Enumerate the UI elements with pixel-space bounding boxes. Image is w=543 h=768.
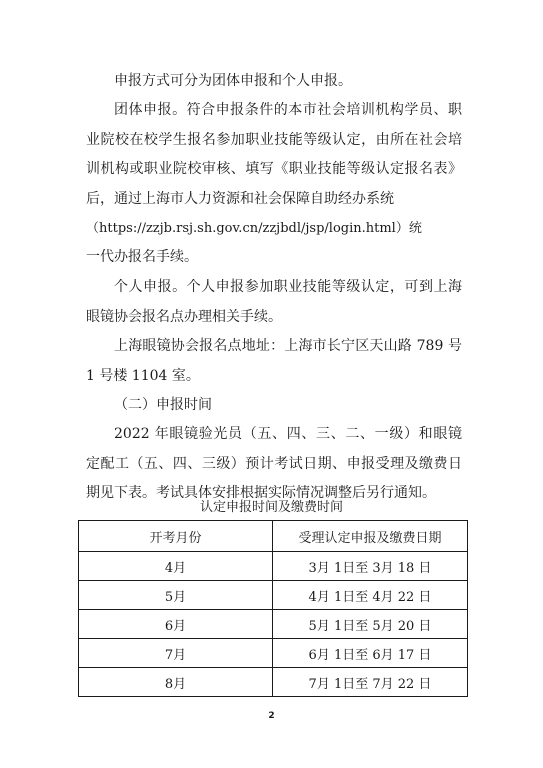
table-row [79, 552, 468, 581]
paragraph-exam-schedule: 2022 年眼镜验光员（五、四、三、二、一级）和眼镜定配工（五、四、三级）预计考试日期、申报受理及缴费日期见下表。考试具体安排根据实际情况调整后另行通知。 [86, 426, 462, 501]
table-caption: 认定申报时间及缴费时间 [199, 500, 343, 515]
table-header-row [79, 521, 468, 552]
table-cell-month: 7月 [79, 639, 273, 668]
table-cell-dates: 6月 1日至 6月 17 日 [273, 639, 468, 668]
table-cell-dates: 4月 1日至 4月 22 日 [273, 581, 468, 610]
paragraph-group-application-url: （https://zzjb.rsj.sh.gov.cn/zzjbdl/jsp/login.html）统 [86, 221, 422, 236]
table-cell-dates: 3月 1日至 3月 18 日 [273, 552, 468, 581]
table-cell-dates: 7月 1日至 7月 22 日 [273, 668, 468, 697]
column-header-exam-month: 开考月份 [79, 521, 273, 552]
section-heading-application-time: （二）申报时间 [114, 397, 212, 413]
column-header-application-dates: 受理认定申报及缴费日期 [273, 521, 468, 552]
table-row [79, 668, 468, 697]
paragraph-application-methods: 申报方式可分为团体申报和个人申报。 [114, 73, 352, 89]
table-row [79, 581, 468, 610]
table-row [79, 610, 468, 639]
paragraph-group-application-tail: 一代办报名手续。 [86, 249, 198, 265]
schedule-table [78, 520, 468, 697]
table-cell-dates: 5月 1日至 5月 20 日 [273, 610, 468, 639]
table-cell-month: 5月 [79, 581, 273, 610]
table-cell-month: 6月 [79, 610, 273, 639]
page-number: 2 [268, 711, 275, 721]
table-cell-month: 4月 [79, 552, 273, 581]
table-cell-month: 8月 [79, 668, 273, 697]
paragraph-group-application: 团体申报。符合申报条件的本市社会培训机构学员、职业院校在校学生报名参加职业技能等级认定，由所在社会培训机构或职业院校审核、填写《职业技能等级认定报名表》后，通过上海市人力资源和社会保障自助经办系统 [86, 102, 462, 207]
paragraph-office-address: 上海眼镜协会报名点地址：上海市长宁区天山路 789 号 1 号楼 1104 室。 [86, 338, 462, 384]
table-row [79, 639, 468, 668]
paragraph-individual-application: 个人申报。个人申报参加职业技能等级认定，可到上海眼镜协会报名点办理相关手续。 [86, 279, 462, 325]
